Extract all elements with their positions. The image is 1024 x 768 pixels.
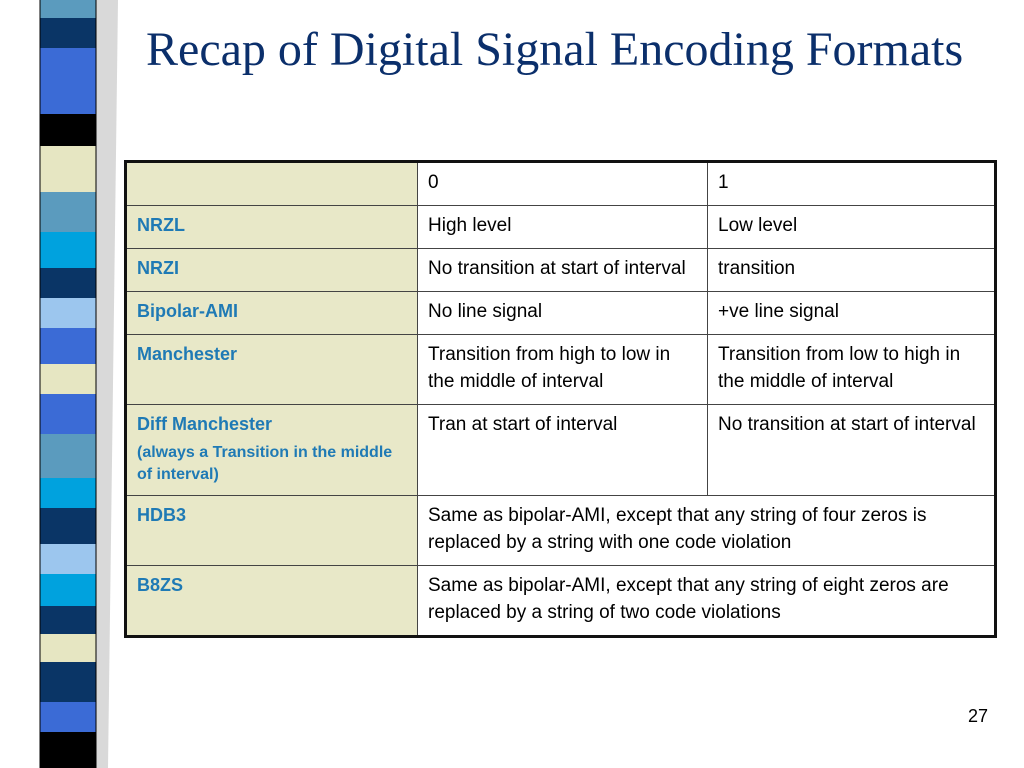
merged-cell: Same as bipolar-AMI, except that any string of eight zeros are replaced by a string of two code violations	[418, 566, 996, 637]
page-number: 27	[967, 706, 988, 726]
header-zero-cell: 0	[418, 162, 708, 206]
table-row-b8zs	[126, 566, 996, 637]
one-cell: transition	[708, 249, 996, 292]
row-note: (always a Transition in the middle of interval)	[137, 444, 393, 483]
zero-cell: Transition from high to low in the middle of interval	[418, 335, 708, 405]
table-row-nrzl	[126, 206, 996, 249]
zero-cell: No transition at start of interval	[418, 249, 708, 292]
table-header-row	[126, 162, 996, 206]
one-cell: +ve line signal	[708, 292, 996, 335]
row-label-cell	[126, 405, 418, 496]
row-label: Manchester	[126, 335, 418, 405]
encoding-formats-table	[124, 160, 997, 638]
table-row-manchester	[126, 335, 996, 405]
header-corner-cell	[126, 162, 418, 206]
row-label: Bipolar-AMI	[126, 292, 418, 335]
row-label: NRZL	[126, 206, 418, 249]
table-row-nrzi	[126, 249, 996, 292]
zero-cell: High level	[418, 206, 708, 249]
one-cell: No transition at start of interval	[708, 405, 996, 496]
row-label: Diff Manchester	[137, 414, 273, 434]
table-row-hdb3	[126, 496, 996, 566]
row-label: HDB3	[126, 496, 418, 566]
zero-cell: No line signal	[418, 292, 708, 335]
merged-cell: Same as bipolar-AMI, except that any string of four zeros is replaced by a string with one code violation	[418, 496, 996, 566]
header-one-cell: 1	[708, 162, 996, 206]
one-cell: Transition from low to high in the middle of interval	[708, 335, 996, 405]
decorative-stripe-bar	[0, 0, 118, 768]
table-row-diff-manchester	[126, 405, 996, 496]
row-label: NRZI	[126, 249, 418, 292]
zero-cell: Tran at start of interval	[418, 405, 708, 496]
table-row-bipolar-ami	[126, 292, 996, 335]
slide-title: Recap of Digital Signal Encoding Formats	[146, 23, 964, 76]
row-label: B8ZS	[126, 566, 418, 637]
one-cell: Low level	[708, 206, 996, 249]
